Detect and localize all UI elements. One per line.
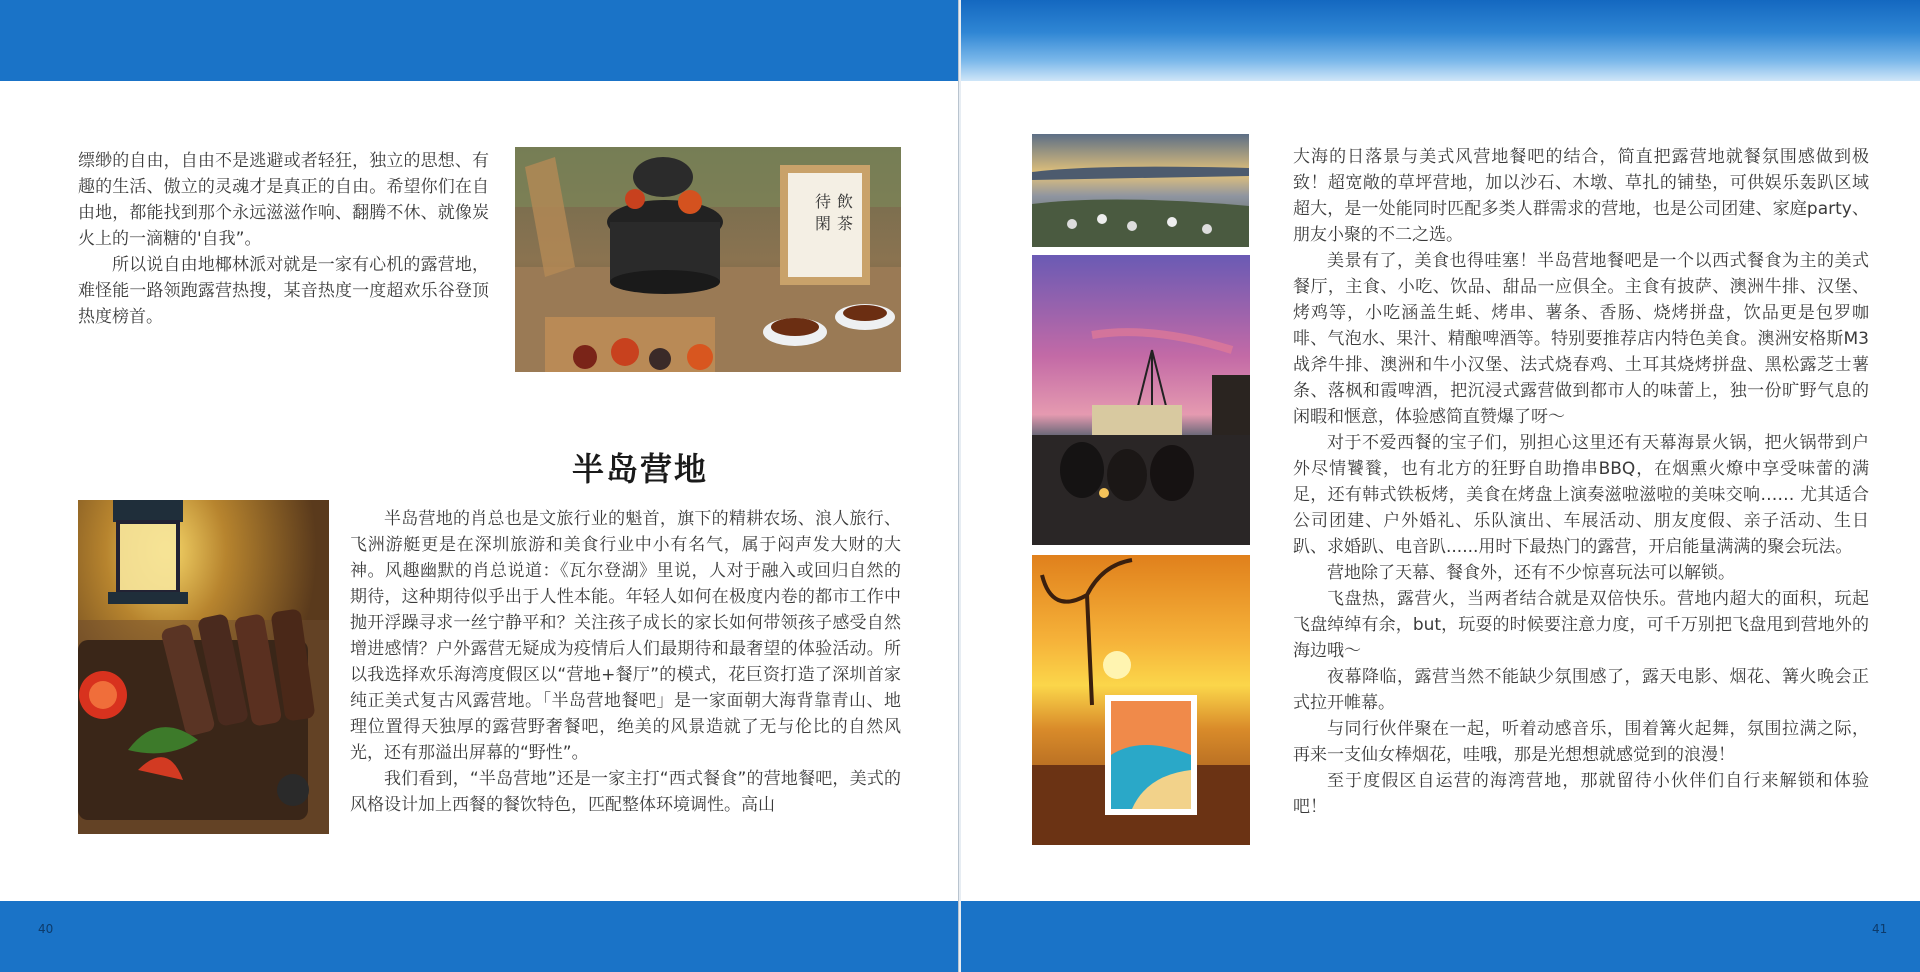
right-paragraph-1: 大海的日落景与美式风营地餐吧的结合，简直把露营地就餐氛围感做到极致！超宽敞的草坪营地，加以沙石、木墩、草扎的铺垫，可供娱乐轰趴区域超大，是一处能同时匹配多类人群需求的营地，也是公司团建、家庭party、朋友小聚的不二之选。 bbox=[1293, 147, 1869, 245]
svg-text:茶: 茶 bbox=[837, 214, 854, 233]
right-body-text bbox=[1293, 144, 1869, 820]
page-number-left: 40 bbox=[38, 922, 54, 936]
page-number-right: 41 bbox=[1872, 922, 1888, 936]
sunset-painting-photo bbox=[1032, 555, 1250, 845]
section-title: 半岛营地 bbox=[571, 450, 708, 488]
sky-header-banner bbox=[960, 0, 1920, 81]
coastal-camp-aerial-photo bbox=[1032, 134, 1249, 247]
page-fold-line bbox=[958, 0, 959, 972]
dusk-camp-gathering-photo bbox=[1032, 255, 1250, 545]
right-paragraph-5: 飞盘热，露营火，当两者结合就是双倍快乐。营地内超大的面积，玩起飞盘绰绰有余，but，玩耍的时候要注意力度，可千万别把飞盘甩到营地外的海边哦〜 bbox=[1293, 589, 1869, 661]
left-body-text bbox=[350, 506, 901, 818]
right-paragraph-3: 对于不爱西餐的宝子们，别担心这里还有天幕海景火锅，把火锅带到户外尽情饕餮，也有北方的狂野自助撸串BBQ，在烟熏火燎中享受味蕾的满足，还有韩式铁板烤，美食在烤盘上演奏滋啦滋啦的美味交响…… 尤其适合公司团建、户外婚礼、乐队演出、车展活动、朋友度假、亲子活动、生日趴、求婚趴、电音趴......用时下最热门的露营，开启能量满满的聚会玩法。 bbox=[1293, 433, 1869, 557]
right-paragraph-2: 美景有了，美食也得哇塞！半岛营地餐吧是一个以西式餐食为主的美式餐厅，主食、小吃、饮品、甜品一应俱全。主食有披萨、澳洲牛排、汉堡、烤鸡等，小吃涵盖生蚝、烤串、薯条、香肠、烧烤拼盘，饮品更是包罗咖啡、气泡水、果汁、精酿啤酒等。特别要推荐店内特色美食。澳洲安格斯M3战斧牛排、澳洲和牛小汉堡、法式烧春鸡、土耳其烧烤拼盘、黑松露芝士薯条、落枫和霞啤酒，把沉浸式露营做到都市人的味蕾上，独一份旷野气息的闲暇和惬意，体验感简直赞爆了呀〜 bbox=[1293, 251, 1869, 427]
right-paragraph-7: 与同行伙伴聚在一起，听着动感音乐，围着篝火起舞，氛围拉满之际，再来一支仙女棒烟花，哇哦，那是光想想就感觉到的浪漫！ bbox=[1293, 719, 1869, 765]
body-paragraph-1: 半岛营地的肖总也是文旅行业的魁首，旗下的精耕农场、浪人旅行、飞洲游艇更是在深圳旅游和美食行业中小有名气，属于闷声发大财的大神。风趣幽默的肖总说道：《瓦尔登湖》里说，人对于融入或回归自然的期待，这种期待似乎出于人性本能。年轻人如何在极度内卷的都市工作中抛开浮躁寻求一丝宁静平和？关注孩子成长的家长如何带领孩子感受自然增进感情？户外露营无疑成为疫情后人们最期待和最奢望的体验活动。所以我选择欢乐海湾度假区以“营地+餐厅”的模式，花巨资打造了深圳首家纯正美式复古风露营地。「半岛营地餐吧」是一家面朝大海背靠青山、地理位置得天独厚的露营野奢餐吧，绝美的风景造就了无与伦比的自然风光，还有那溢出屏幕的“野性”。 bbox=[350, 509, 901, 763]
tea-set-photo bbox=[515, 147, 901, 372]
steak-lantern-photo bbox=[78, 500, 329, 834]
svg-text:閑: 閑 bbox=[815, 214, 832, 233]
intro-paragraph-1: 缥缈的自由，自由不是逃避或者轻狂，独立的思想、有趣的生活、傲立的灵魂才是真正的自由。希望你们在自由地，都能找到那个永远滋滋作响、翻腾不休、就像炭火上的一滴糖的'自我”。 bbox=[78, 151, 489, 249]
svg-text:飲: 飲 bbox=[837, 192, 854, 211]
intro-paragraph-2: 所以说自由地椰林派对就是一家有心机的露营地，难怪能一路领跑露营热搜，某音热度一度超欢乐谷登顶热度榜首。 bbox=[78, 255, 489, 327]
right-paragraph-6: 夜幕降临，露营当然不能缺少氛围感了，露天电影、烟花、篝火晚会正式拉开帷幕。 bbox=[1293, 667, 1869, 713]
body-paragraph-2: 我们看到，“半岛营地”还是一家主打“西式餐食”的营地餐吧，美式的风格设计加上西餐的餐饮特色，匹配整体环境调性。高山 bbox=[350, 769, 901, 815]
right-paragraph-4: 营地除了天幕、餐食外，还有不少惊喜玩法可以解锁。 bbox=[1327, 563, 1735, 583]
svg-text:待: 待 bbox=[815, 192, 832, 211]
left-intro-text bbox=[78, 148, 489, 330]
right-paragraph-8: 至于度假区自运营的海湾营地，那就留待小伙伴们自行来解锁和体验吧！ bbox=[1293, 771, 1869, 817]
